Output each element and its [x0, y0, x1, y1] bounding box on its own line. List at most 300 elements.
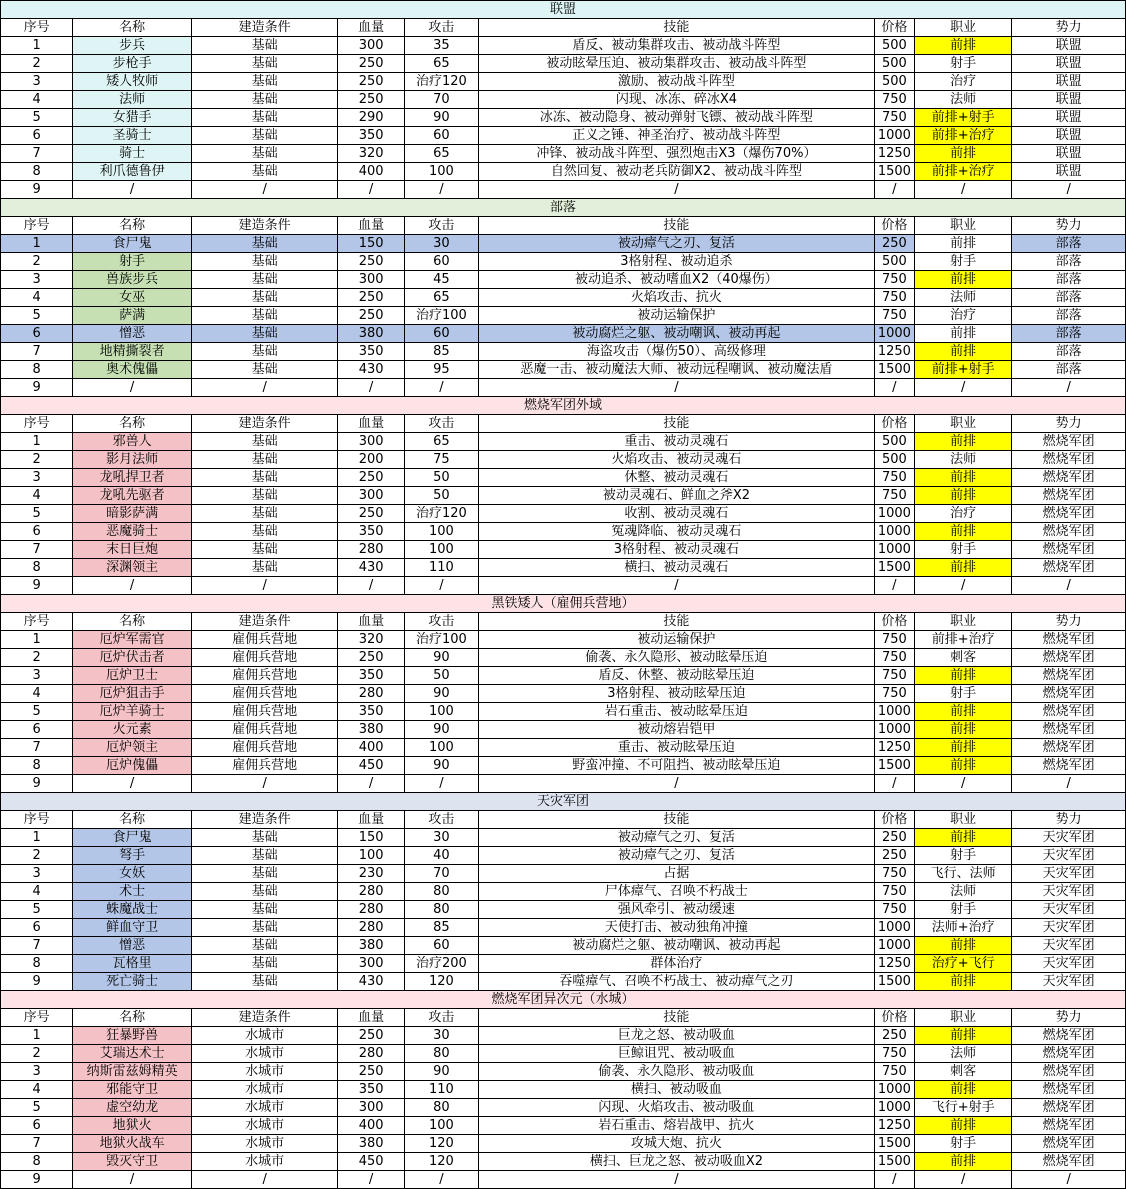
role-cell: 前排: [914, 973, 1011, 991]
role-cell: 前排+治疗: [914, 127, 1011, 145]
table-row: [1, 145, 1126, 163]
unit-name-cell: 纳斯雷兹姆精英: [73, 1063, 192, 1081]
column-header: 技能: [479, 1009, 875, 1027]
price-value-cell: 1000: [874, 919, 914, 937]
role-cell: 治疗: [914, 73, 1011, 91]
table-row: [1, 289, 1126, 307]
column-header: 价格: [874, 1009, 914, 1027]
hp-value-cell: 350: [338, 703, 404, 721]
unit-name-cell: 步兵: [73, 37, 192, 55]
skills-cell: 被动追杀、被动嗜血X2（40爆伤）: [479, 271, 875, 289]
unit-name-cell: 法师: [73, 91, 192, 109]
faction-cell: 天灾军团: [1012, 937, 1126, 955]
skills-cell: 被动瘴气之刃、复活: [479, 235, 875, 253]
faction-cell: 燃烧军团: [1012, 541, 1126, 559]
row-number-cell: 9: [1, 379, 73, 397]
skills-cell: 3格射程、被动眩晕压迫: [479, 685, 875, 703]
skills-cell: 重击、被动灵魂石: [479, 433, 875, 451]
build-condition-cell: 基础: [191, 505, 338, 523]
table-row: [1, 1153, 1126, 1171]
build-condition-cell: 雇佣兵营地: [191, 703, 338, 721]
price-value-cell: 1000: [874, 937, 914, 955]
price-value-cell: 250: [874, 829, 914, 847]
role-cell: 前排+射手: [914, 109, 1011, 127]
attack-value-cell: 35: [404, 37, 478, 55]
faction-cell: /: [1012, 577, 1126, 595]
attack-value-cell: 50: [404, 469, 478, 487]
row-number-cell: 1: [1, 235, 73, 253]
build-condition-cell: /: [191, 775, 338, 793]
attack-value-cell: 30: [404, 1027, 478, 1045]
table-row: [1, 775, 1126, 793]
column-header: 势力: [1012, 217, 1126, 235]
unit-name-cell: 邪能守卫: [73, 1081, 192, 1099]
skills-cell: 占据: [479, 865, 875, 883]
hp-value-cell: 320: [338, 145, 404, 163]
column-header: 名称: [73, 1009, 192, 1027]
table-row: [1, 883, 1126, 901]
unit-name-cell: /: [73, 379, 192, 397]
column-header: 建造条件: [191, 811, 338, 829]
row-number-cell: 9: [1, 181, 73, 199]
build-condition-cell: 水城市: [191, 1081, 338, 1099]
hp-value-cell: 150: [338, 235, 404, 253]
price-value-cell: 1000: [874, 505, 914, 523]
price-value-cell: 1250: [874, 739, 914, 757]
attack-value-cell: 90: [404, 685, 478, 703]
column-header: 名称: [73, 613, 192, 631]
role-cell: /: [914, 775, 1011, 793]
unit-name-cell: 憎恶: [73, 325, 192, 343]
table-row: [1, 307, 1126, 325]
column-header: 职业: [914, 415, 1011, 433]
skills-cell: 重击、被动眩晕压迫: [479, 739, 875, 757]
unit-name-cell: 射手: [73, 253, 192, 271]
skills-cell: 被动腐烂之躯、被动嘲讽、被动再起: [479, 325, 875, 343]
faction-cell: 部落: [1012, 325, 1126, 343]
table-row: [1, 55, 1126, 73]
header-row: [1, 811, 1126, 829]
build-condition-cell: 基础: [191, 559, 338, 577]
faction-cell: 燃烧军团: [1012, 739, 1126, 757]
build-condition-cell: 基础: [191, 523, 338, 541]
faction-cell: 天灾军团: [1012, 973, 1126, 991]
column-header: 势力: [1012, 613, 1126, 631]
header-row: [1, 19, 1126, 37]
hp-value-cell: 380: [338, 721, 404, 739]
hp-value-cell: 230: [338, 865, 404, 883]
row-number-cell: 3: [1, 271, 73, 289]
unit-name-cell: 食尸鬼: [73, 235, 192, 253]
build-condition-cell: 水城市: [191, 1063, 338, 1081]
table-row: [1, 847, 1126, 865]
build-condition-cell: 基础: [191, 253, 338, 271]
faction-cell: 燃烧军团: [1012, 1045, 1126, 1063]
price-value-cell: 1250: [874, 343, 914, 361]
table-row: [1, 235, 1126, 253]
unit-name-cell: 龙吼先驱者: [73, 487, 192, 505]
section-title-row: [1, 991, 1126, 1009]
price-value-cell: 1000: [874, 721, 914, 739]
hp-value-cell: 450: [338, 1153, 404, 1171]
attack-value-cell: 治疗200: [404, 955, 478, 973]
build-condition-cell: 基础: [191, 73, 338, 91]
faction-cell: 燃烧军团: [1012, 433, 1126, 451]
skills-cell: 被动熔岩铠甲: [479, 721, 875, 739]
unit-name-cell: 利爪德鲁伊: [73, 163, 192, 181]
table-row: [1, 379, 1126, 397]
column-header: 名称: [73, 217, 192, 235]
faction-cell: 联盟: [1012, 127, 1126, 145]
table-row: [1, 127, 1126, 145]
row-number-cell: 5: [1, 109, 73, 127]
role-cell: 前排+射手: [914, 361, 1011, 379]
unit-name-cell: 暗影萨满: [73, 505, 192, 523]
skills-cell: 火焰攻击、被动灵魂石: [479, 451, 875, 469]
role-cell: 刺客: [914, 1063, 1011, 1081]
role-cell: 法师: [914, 883, 1011, 901]
faction-cell: 燃烧军团: [1012, 1063, 1126, 1081]
skills-cell: 吞噬瘴气、召唤不朽战士、被动瘴气之刃: [479, 973, 875, 991]
skills-cell: 被动运输保护: [479, 307, 875, 325]
faction-cell: 天灾军团: [1012, 883, 1126, 901]
row-number-cell: 8: [1, 559, 73, 577]
attack-value-cell: 60: [404, 325, 478, 343]
table-row: [1, 631, 1126, 649]
faction-cell: 燃烧军团: [1012, 1153, 1126, 1171]
hp-value-cell: 250: [338, 289, 404, 307]
attack-value-cell: 100: [404, 1117, 478, 1135]
attack-value-cell: 65: [404, 289, 478, 307]
faction-cell: 燃烧军团: [1012, 1117, 1126, 1135]
price-value-cell: /: [874, 181, 914, 199]
row-number-cell: 4: [1, 289, 73, 307]
role-cell: 射手: [914, 253, 1011, 271]
role-cell: 前排: [914, 343, 1011, 361]
skills-cell: 天使打击、被动独角冲撞: [479, 919, 875, 937]
column-header: 技能: [479, 217, 875, 235]
row-number-cell: 7: [1, 1135, 73, 1153]
build-condition-cell: 基础: [191, 145, 338, 163]
build-condition-cell: 基础: [191, 235, 338, 253]
column-header: 建造条件: [191, 217, 338, 235]
unit-name-cell: 地狱火战车: [73, 1135, 192, 1153]
price-value-cell: 1250: [874, 1117, 914, 1135]
row-number-cell: 9: [1, 577, 73, 595]
skills-cell: 激励、被动战斗阵型: [479, 73, 875, 91]
unit-name-cell: 厄炉卫士: [73, 667, 192, 685]
hp-value-cell: 350: [338, 1081, 404, 1099]
unit-name-cell: 虚空幼龙: [73, 1099, 192, 1117]
row-number-cell: 2: [1, 649, 73, 667]
faction-cell: 天灾军团: [1012, 847, 1126, 865]
column-header: 名称: [73, 19, 192, 37]
attack-value-cell: 100: [404, 739, 478, 757]
hp-value-cell: 300: [338, 37, 404, 55]
row-number-cell: 3: [1, 1063, 73, 1081]
unit-name-cell: 艾瑞达术士: [73, 1045, 192, 1063]
column-header: 势力: [1012, 811, 1126, 829]
price-value-cell: /: [874, 577, 914, 595]
price-value-cell: 1250: [874, 145, 914, 163]
unit-name-cell: 地精撕裂者: [73, 343, 192, 361]
attack-value-cell: 治疗100: [404, 307, 478, 325]
attack-value-cell: 100: [404, 523, 478, 541]
price-value-cell: 1000: [874, 541, 914, 559]
build-condition-cell: /: [191, 577, 338, 595]
row-number-cell: 3: [1, 73, 73, 91]
role-cell: 治疗: [914, 307, 1011, 325]
skills-cell: 横扫、被动灵魂石: [479, 559, 875, 577]
row-number-cell: 6: [1, 325, 73, 343]
build-condition-cell: 基础: [191, 541, 338, 559]
unit-name-cell: 兽族步兵: [73, 271, 192, 289]
table-row: [1, 721, 1126, 739]
row-number-cell: 3: [1, 667, 73, 685]
attack-value-cell: 90: [404, 109, 478, 127]
hp-value-cell: 450: [338, 757, 404, 775]
skills-cell: 盾反、被动集群攻击、被动战斗阵型: [479, 37, 875, 55]
row-number-cell: 4: [1, 1081, 73, 1099]
faction-cell: 燃烧军团: [1012, 1099, 1126, 1117]
price-value-cell: 750: [874, 865, 914, 883]
row-number-cell: 4: [1, 883, 73, 901]
build-condition-cell: /: [191, 1171, 338, 1189]
section-title: 燃烧军团外域: [1, 397, 1126, 415]
build-condition-cell: 基础: [191, 433, 338, 451]
skills-cell: 横扫、被动吸血: [479, 1081, 875, 1099]
role-cell: 射手: [914, 55, 1011, 73]
header-row: [1, 217, 1126, 235]
row-number-cell: 9: [1, 973, 73, 991]
hp-value-cell: 280: [338, 919, 404, 937]
row-number-cell: 3: [1, 469, 73, 487]
skills-cell: 被动瘴气之刃、复活: [479, 847, 875, 865]
row-number-cell: 6: [1, 721, 73, 739]
row-number-cell: 8: [1, 757, 73, 775]
price-value-cell: 750: [874, 1045, 914, 1063]
row-number-cell: 2: [1, 55, 73, 73]
unit-name-cell: 憎恶: [73, 937, 192, 955]
skills-cell: 正义之锤、神圣治疗、被动战斗阵型: [479, 127, 875, 145]
build-condition-cell: 基础: [191, 361, 338, 379]
table-row: [1, 919, 1126, 937]
build-condition-cell: 基础: [191, 487, 338, 505]
build-condition-cell: 雇佣兵营地: [191, 685, 338, 703]
build-condition-cell: 基础: [191, 127, 338, 145]
column-header: 名称: [73, 811, 192, 829]
unit-name-cell: 女妖: [73, 865, 192, 883]
faction-cell: /: [1012, 379, 1126, 397]
build-condition-cell: 基础: [191, 937, 338, 955]
table-row: [1, 1027, 1126, 1045]
column-header: 攻击: [404, 217, 478, 235]
attack-value-cell: 70: [404, 91, 478, 109]
section-title-row: [1, 397, 1126, 415]
skills-cell: /: [479, 775, 875, 793]
section-title: 燃烧军团异次元（水城）: [1, 991, 1126, 1009]
row-number-cell: 5: [1, 505, 73, 523]
unit-table-body: [1, 1, 1126, 1189]
role-cell: 射手: [914, 541, 1011, 559]
unit-name-cell: 厄炉领主: [73, 739, 192, 757]
row-number-cell: 2: [1, 1045, 73, 1063]
role-cell: 法师: [914, 91, 1011, 109]
hp-value-cell: 250: [338, 91, 404, 109]
skills-cell: 被动眩晕压迫、被动集群攻击、被动战斗阵型: [479, 55, 875, 73]
build-condition-cell: 基础: [191, 829, 338, 847]
attack-value-cell: 治疗120: [404, 73, 478, 91]
column-header: 建造条件: [191, 1009, 338, 1027]
faction-cell: 部落: [1012, 307, 1126, 325]
column-header: 攻击: [404, 19, 478, 37]
table-row: [1, 757, 1126, 775]
skills-cell: 冤魂降临、被动灵魂石: [479, 523, 875, 541]
price-value-cell: 500: [874, 433, 914, 451]
hp-value-cell: 250: [338, 73, 404, 91]
role-cell: 前排: [914, 433, 1011, 451]
attack-value-cell: 90: [404, 721, 478, 739]
unit-name-cell: 恶魔骑士: [73, 523, 192, 541]
hp-value-cell: 200: [338, 451, 404, 469]
attack-value-cell: 120: [404, 1135, 478, 1153]
column-header: 序号: [1, 217, 73, 235]
hp-value-cell: /: [338, 181, 404, 199]
faction-cell: 联盟: [1012, 109, 1126, 127]
price-value-cell: 500: [874, 55, 914, 73]
row-number-cell: 6: [1, 523, 73, 541]
table-row: [1, 523, 1126, 541]
hp-value-cell: 250: [338, 307, 404, 325]
row-number-cell: 8: [1, 163, 73, 181]
attack-value-cell: 110: [404, 559, 478, 577]
skills-cell: 恶魔一击、被动魔法大师、被动远程嘲讽、被动魔法盾: [479, 361, 875, 379]
price-value-cell: 750: [874, 631, 914, 649]
row-number-cell: 7: [1, 145, 73, 163]
table-row: [1, 1171, 1126, 1189]
row-number-cell: 5: [1, 703, 73, 721]
hp-value-cell: 430: [338, 973, 404, 991]
unit-name-cell: 食尸鬼: [73, 829, 192, 847]
build-condition-cell: 基础: [191, 55, 338, 73]
column-header: 职业: [914, 613, 1011, 631]
attack-value-cell: 60: [404, 253, 478, 271]
attack-value-cell: 治疗100: [404, 631, 478, 649]
unit-name-cell: 厄炉军需官: [73, 631, 192, 649]
attack-value-cell: 80: [404, 901, 478, 919]
table-row: [1, 487, 1126, 505]
price-value-cell: 750: [874, 1063, 914, 1081]
build-condition-cell: 基础: [191, 847, 338, 865]
attack-value-cell: 90: [404, 1063, 478, 1081]
row-number-cell: 2: [1, 451, 73, 469]
skills-cell: 闪现、火焰攻击、被动吸血: [479, 1099, 875, 1117]
skills-cell: 休整、被动灵魂石: [479, 469, 875, 487]
section-title: 联盟: [1, 1, 1126, 19]
attack-value-cell: /: [404, 379, 478, 397]
attack-value-cell: 100: [404, 541, 478, 559]
build-condition-cell: 基础: [191, 91, 338, 109]
unit-name-cell: /: [73, 181, 192, 199]
role-cell: 法师+治疗: [914, 919, 1011, 937]
skills-cell: /: [479, 379, 875, 397]
column-header: 技能: [479, 811, 875, 829]
role-cell: 前排+治疗: [914, 631, 1011, 649]
faction-cell: 燃烧军团: [1012, 451, 1126, 469]
hp-value-cell: 100: [338, 847, 404, 865]
hp-value-cell: 350: [338, 667, 404, 685]
column-header: 职业: [914, 811, 1011, 829]
unit-name-cell: 蛛魔战士: [73, 901, 192, 919]
role-cell: 射手: [914, 1135, 1011, 1153]
attack-value-cell: 95: [404, 361, 478, 379]
price-value-cell: 1500: [874, 757, 914, 775]
price-value-cell: 500: [874, 37, 914, 55]
build-condition-cell: 基础: [191, 325, 338, 343]
attack-value-cell: 50: [404, 667, 478, 685]
skills-cell: 3格射程、被动追杀: [479, 253, 875, 271]
hp-value-cell: 430: [338, 559, 404, 577]
unit-name-cell: 毁灭守卫: [73, 1153, 192, 1171]
table-row: [1, 73, 1126, 91]
faction-cell: 部落: [1012, 361, 1126, 379]
row-number-cell: 7: [1, 937, 73, 955]
hp-value-cell: 290: [338, 109, 404, 127]
price-value-cell: 750: [874, 109, 914, 127]
column-header: 势力: [1012, 19, 1126, 37]
skills-cell: 冲锋、被动战斗阵型、强烈炮击X3（爆伤70%）: [479, 145, 875, 163]
table-row: [1, 1117, 1126, 1135]
hp-value-cell: 350: [338, 127, 404, 145]
table-row: [1, 271, 1126, 289]
skills-cell: /: [479, 1171, 875, 1189]
faction-cell: /: [1012, 1171, 1126, 1189]
faction-cell: 燃烧军团: [1012, 685, 1126, 703]
role-cell: 前排: [914, 523, 1011, 541]
table-row: [1, 253, 1126, 271]
table-row: [1, 505, 1126, 523]
row-number-cell: 8: [1, 361, 73, 379]
build-condition-cell: 水城市: [191, 1117, 338, 1135]
price-value-cell: 750: [874, 685, 914, 703]
attack-value-cell: 80: [404, 1099, 478, 1117]
hp-value-cell: 300: [338, 271, 404, 289]
attack-value-cell: 65: [404, 433, 478, 451]
build-condition-cell: 基础: [191, 901, 338, 919]
build-condition-cell: 基础: [191, 865, 338, 883]
table-row: [1, 109, 1126, 127]
unit-name-cell: 末日巨炮: [73, 541, 192, 559]
faction-cell: 部落: [1012, 253, 1126, 271]
unit-name-cell: 狂暴野兽: [73, 1027, 192, 1045]
header-row: [1, 613, 1126, 631]
hp-value-cell: /: [338, 577, 404, 595]
table-row: [1, 469, 1126, 487]
skills-cell: 岩石重击、熔岩战甲、抗火: [479, 1117, 875, 1135]
section-title-row: [1, 595, 1126, 613]
price-value-cell: 500: [874, 451, 914, 469]
row-number-cell: 6: [1, 1117, 73, 1135]
skills-cell: 收割、被动灵魂石: [479, 505, 875, 523]
price-value-cell: 1250: [874, 955, 914, 973]
column-header: 攻击: [404, 811, 478, 829]
attack-value-cell: 65: [404, 55, 478, 73]
faction-cell: /: [1012, 775, 1126, 793]
row-number-cell: 5: [1, 1099, 73, 1117]
build-condition-cell: 水城市: [191, 1045, 338, 1063]
unit-name-cell: 瓦格里: [73, 955, 192, 973]
faction-cell: 燃烧军团: [1012, 523, 1126, 541]
